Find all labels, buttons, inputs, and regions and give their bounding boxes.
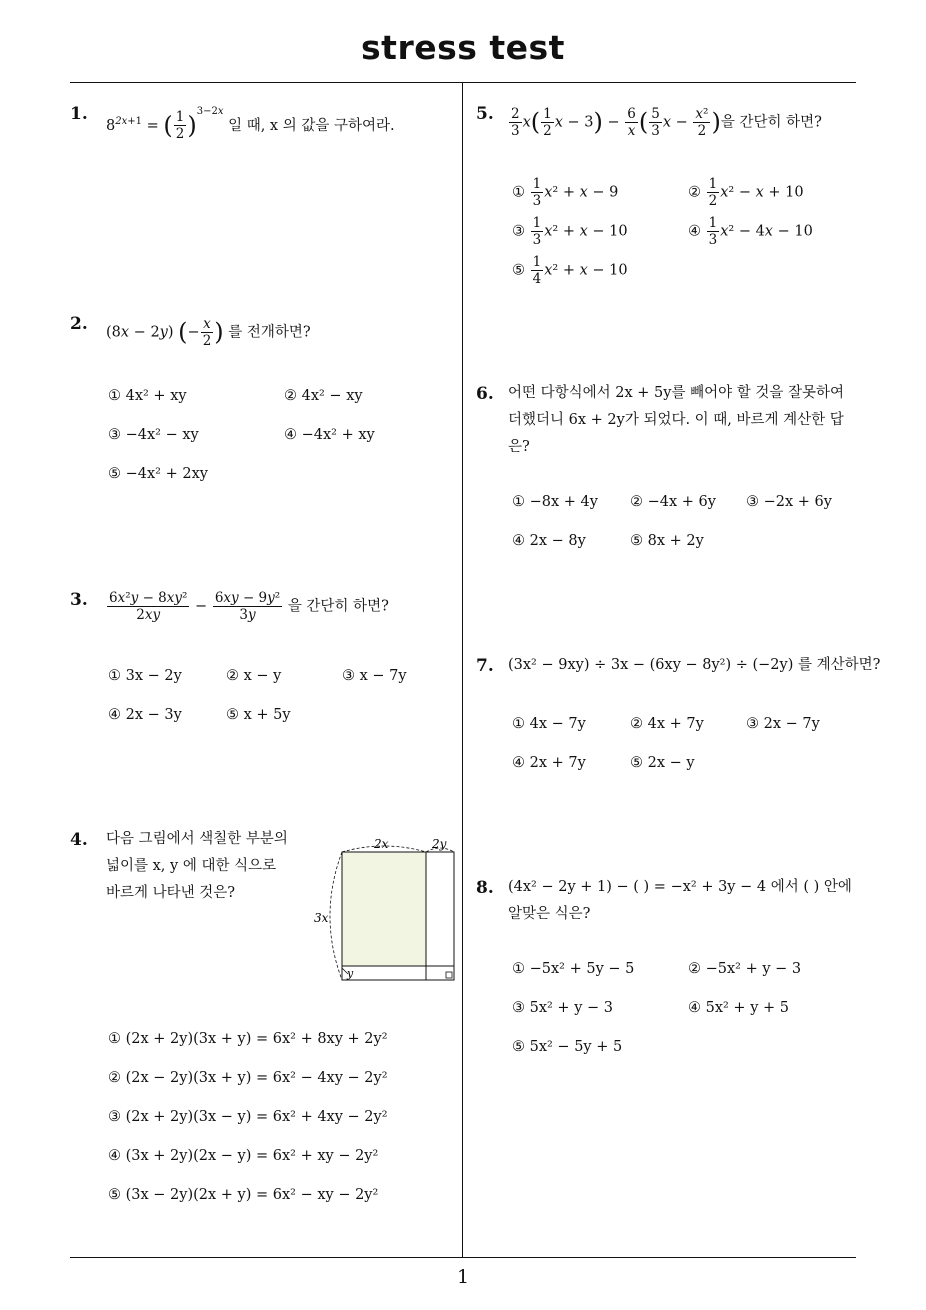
- question-1-stem: $8^{2x+1}$ = ( $\frac{1}{2}$ )$^{3-2x}$ 일 때, x 의 값을 구하여라.: [106, 106, 395, 143]
- question-4-figure: [312, 832, 460, 988]
- question-5-option-3[interactable]: ③ $\frac{1}{3}$ x² + x − 10: [512, 215, 628, 248]
- question-7-option-2[interactable]: ② 4x + 7y: [630, 716, 704, 732]
- question-5-option-2[interactable]: ② $\frac{1}{2}$ x² − x + 10: [688, 176, 804, 209]
- question-6-option-5[interactable]: ⑤ 8x + 2y: [630, 533, 704, 549]
- question-4-stem-line-3: 바르게 나타낸 것은?: [106, 885, 236, 901]
- shaded-region: [342, 852, 426, 966]
- question-5-option-4[interactable]: ④ $\frac{1}{3}$ x² − 4x − 10: [688, 215, 813, 248]
- figure-label-y: y: [347, 967, 354, 980]
- question-8-option-2[interactable]: ② −5x² + y − 3: [688, 961, 802, 977]
- question-6-stem-line-3: 은?: [508, 439, 530, 455]
- question-3-option-4[interactable]: ④ 2x − 3y: [108, 707, 182, 723]
- question-4-option-3[interactable]: ③ (2x + 2y)(3x − y) = 6x² + 4xy − 2y²: [108, 1109, 388, 1125]
- question-8-option-3[interactable]: ③ 5x² + y − 3: [512, 1000, 613, 1016]
- page-title: stress test: [361, 28, 565, 67]
- question-8-stem: [508, 874, 860, 928]
- question-8-number: 8.: [476, 878, 494, 898]
- question-2-option-5[interactable]: ⑤ −4x² + 2xy: [108, 466, 208, 482]
- question-3-option-3[interactable]: ③ x − 7y: [342, 668, 407, 684]
- question-5-stem: $\frac{2}{3}$ x( $\frac{1}{2}$ x − 3) − $\frac{6}{x}$ ( $\frac{5}{3}$ x − $\frac{\text{x²}}{2}$ )을 간단히 하면?: [511, 106, 822, 139]
- question-6-stem-line-2: 더했더니 6x + 2y가 되었다. 이 때, 바르게 계산한 답: [508, 412, 844, 428]
- question-6-option-3[interactable]: ③ −2x + 6y: [746, 494, 832, 510]
- question-3-option-5[interactable]: ⑤ x + 5y: [226, 707, 291, 723]
- question-3-text: 을 간단히 하면?: [287, 598, 389, 615]
- figure-label-2x: 2x: [374, 837, 389, 851]
- question-7-option-4[interactable]: ④ 2x + 7y: [512, 755, 586, 771]
- question-4-option-4[interactable]: ④ (3x + 2y)(2x − y) = 6x² + xy − 2y²: [108, 1148, 379, 1164]
- question-4-stem: [106, 826, 306, 907]
- question-6-option-2[interactable]: ② −4x + 6y: [630, 494, 716, 510]
- question-4-stem-line-2: 넓이를 x, y 에 대한 식으로: [106, 858, 277, 874]
- question-7-stem: (3x² − 9xy) ÷ 3x − (6xy − 8y²) ÷ (−2y) 를 계산하면?: [508, 657, 881, 673]
- question-4-stem-line-1: 다음 그림에서 색칠한 부분의: [106, 831, 288, 847]
- question-4-option-5[interactable]: ⑤ (3x − 2y)(2x + y) = 6x² − xy − 2y²: [108, 1187, 379, 1203]
- question-2-option-4[interactable]: ④ −4x² + xy: [284, 427, 375, 443]
- question-6-option-4[interactable]: ④ 2x − 8y: [512, 533, 586, 549]
- question-3-option-1[interactable]: ① 3x − 2y: [108, 668, 182, 684]
- question-6-option-1[interactable]: ① −8x + 4y: [512, 494, 598, 510]
- question-8-stem-line-1: (4x² − 2y + 1) − ( ) = −x² + 3y − 4 에서 ( ) 안에: [508, 879, 852, 895]
- question-5-option-5[interactable]: ⑤ $\frac{1}{4}$ x² + x − 10: [512, 254, 628, 287]
- question-1-number: 1.: [70, 104, 88, 124]
- figure-label-3x: 3x: [314, 911, 329, 925]
- question-1-text: 일 때, x 의 값을 구하여라.: [228, 117, 395, 134]
- question-2-text: 를 전개하면?: [228, 324, 311, 341]
- question-5-text: 을 간단히 하면?: [720, 114, 822, 131]
- question-2-option-3[interactable]: ③ −4x² − xy: [108, 427, 199, 443]
- question-8-option-1[interactable]: ① −5x² + 5y − 5: [512, 961, 635, 977]
- question-7-option-5[interactable]: ⑤ 2x − y: [630, 755, 695, 771]
- question-2-option-1[interactable]: ① 4x² + xy: [108, 388, 187, 404]
- question-4-number: 4.: [70, 830, 88, 850]
- question-7-option-1[interactable]: ① 4x − 7y: [512, 716, 586, 732]
- question-6-stem-line-1: 어떤 다항식에서 2x + 5y를 빼어야 할 것을 잘못하여: [508, 385, 844, 401]
- question-3-option-2[interactable]: ② x − y: [226, 668, 282, 684]
- question-2-number: 2.: [70, 314, 88, 334]
- figure-label-2y: 2y: [432, 837, 447, 851]
- question-2-stem: (8x − 2y) (− $\frac{x}{2}$ ) 를 전개하면?: [106, 316, 311, 349]
- question-4-option-2[interactable]: ② (2x − 2y)(3x + y) = 6x² − 4xy − 2y²: [108, 1070, 388, 1086]
- question-3-stem: $\frac{\text{6x²y − 8xy²}}{2xy}$ − $\frac{\text{6xy − 9y²}}{3y}$ 을 간단히 하면?: [109, 590, 389, 623]
- question-2-option-2[interactable]: ② 4x² − xy: [284, 388, 363, 404]
- question-7-option-3[interactable]: ③ 2x − 7y: [746, 716, 820, 732]
- question-3-number: 3.: [70, 590, 88, 610]
- question-6-stem: [508, 380, 860, 461]
- question-4-option-1[interactable]: ① (2x + 2y)(3x + y) = 6x² + 8xy + 2y²: [108, 1031, 388, 1047]
- header-rule: [70, 82, 856, 83]
- rectangle-diagram: [312, 832, 460, 984]
- question-8-stem-line-2: 알맞은 식은?: [508, 906, 591, 922]
- footer-rule: [70, 1257, 856, 1258]
- question-6-number: 6.: [476, 384, 494, 404]
- page-number: 1: [456, 1266, 470, 1288]
- column-divider: [462, 82, 463, 1257]
- question-5-option-1[interactable]: ① $\frac{1}{3}$ x² + x − 9: [512, 176, 619, 209]
- question-8-option-5[interactable]: ⑤ 5x² − 5y + 5: [512, 1039, 623, 1055]
- question-8-option-4[interactable]: ④ 5x² + y + 5: [688, 1000, 789, 1016]
- question-7-number: 7.: [476, 656, 494, 676]
- question-5-number: 5.: [476, 104, 494, 124]
